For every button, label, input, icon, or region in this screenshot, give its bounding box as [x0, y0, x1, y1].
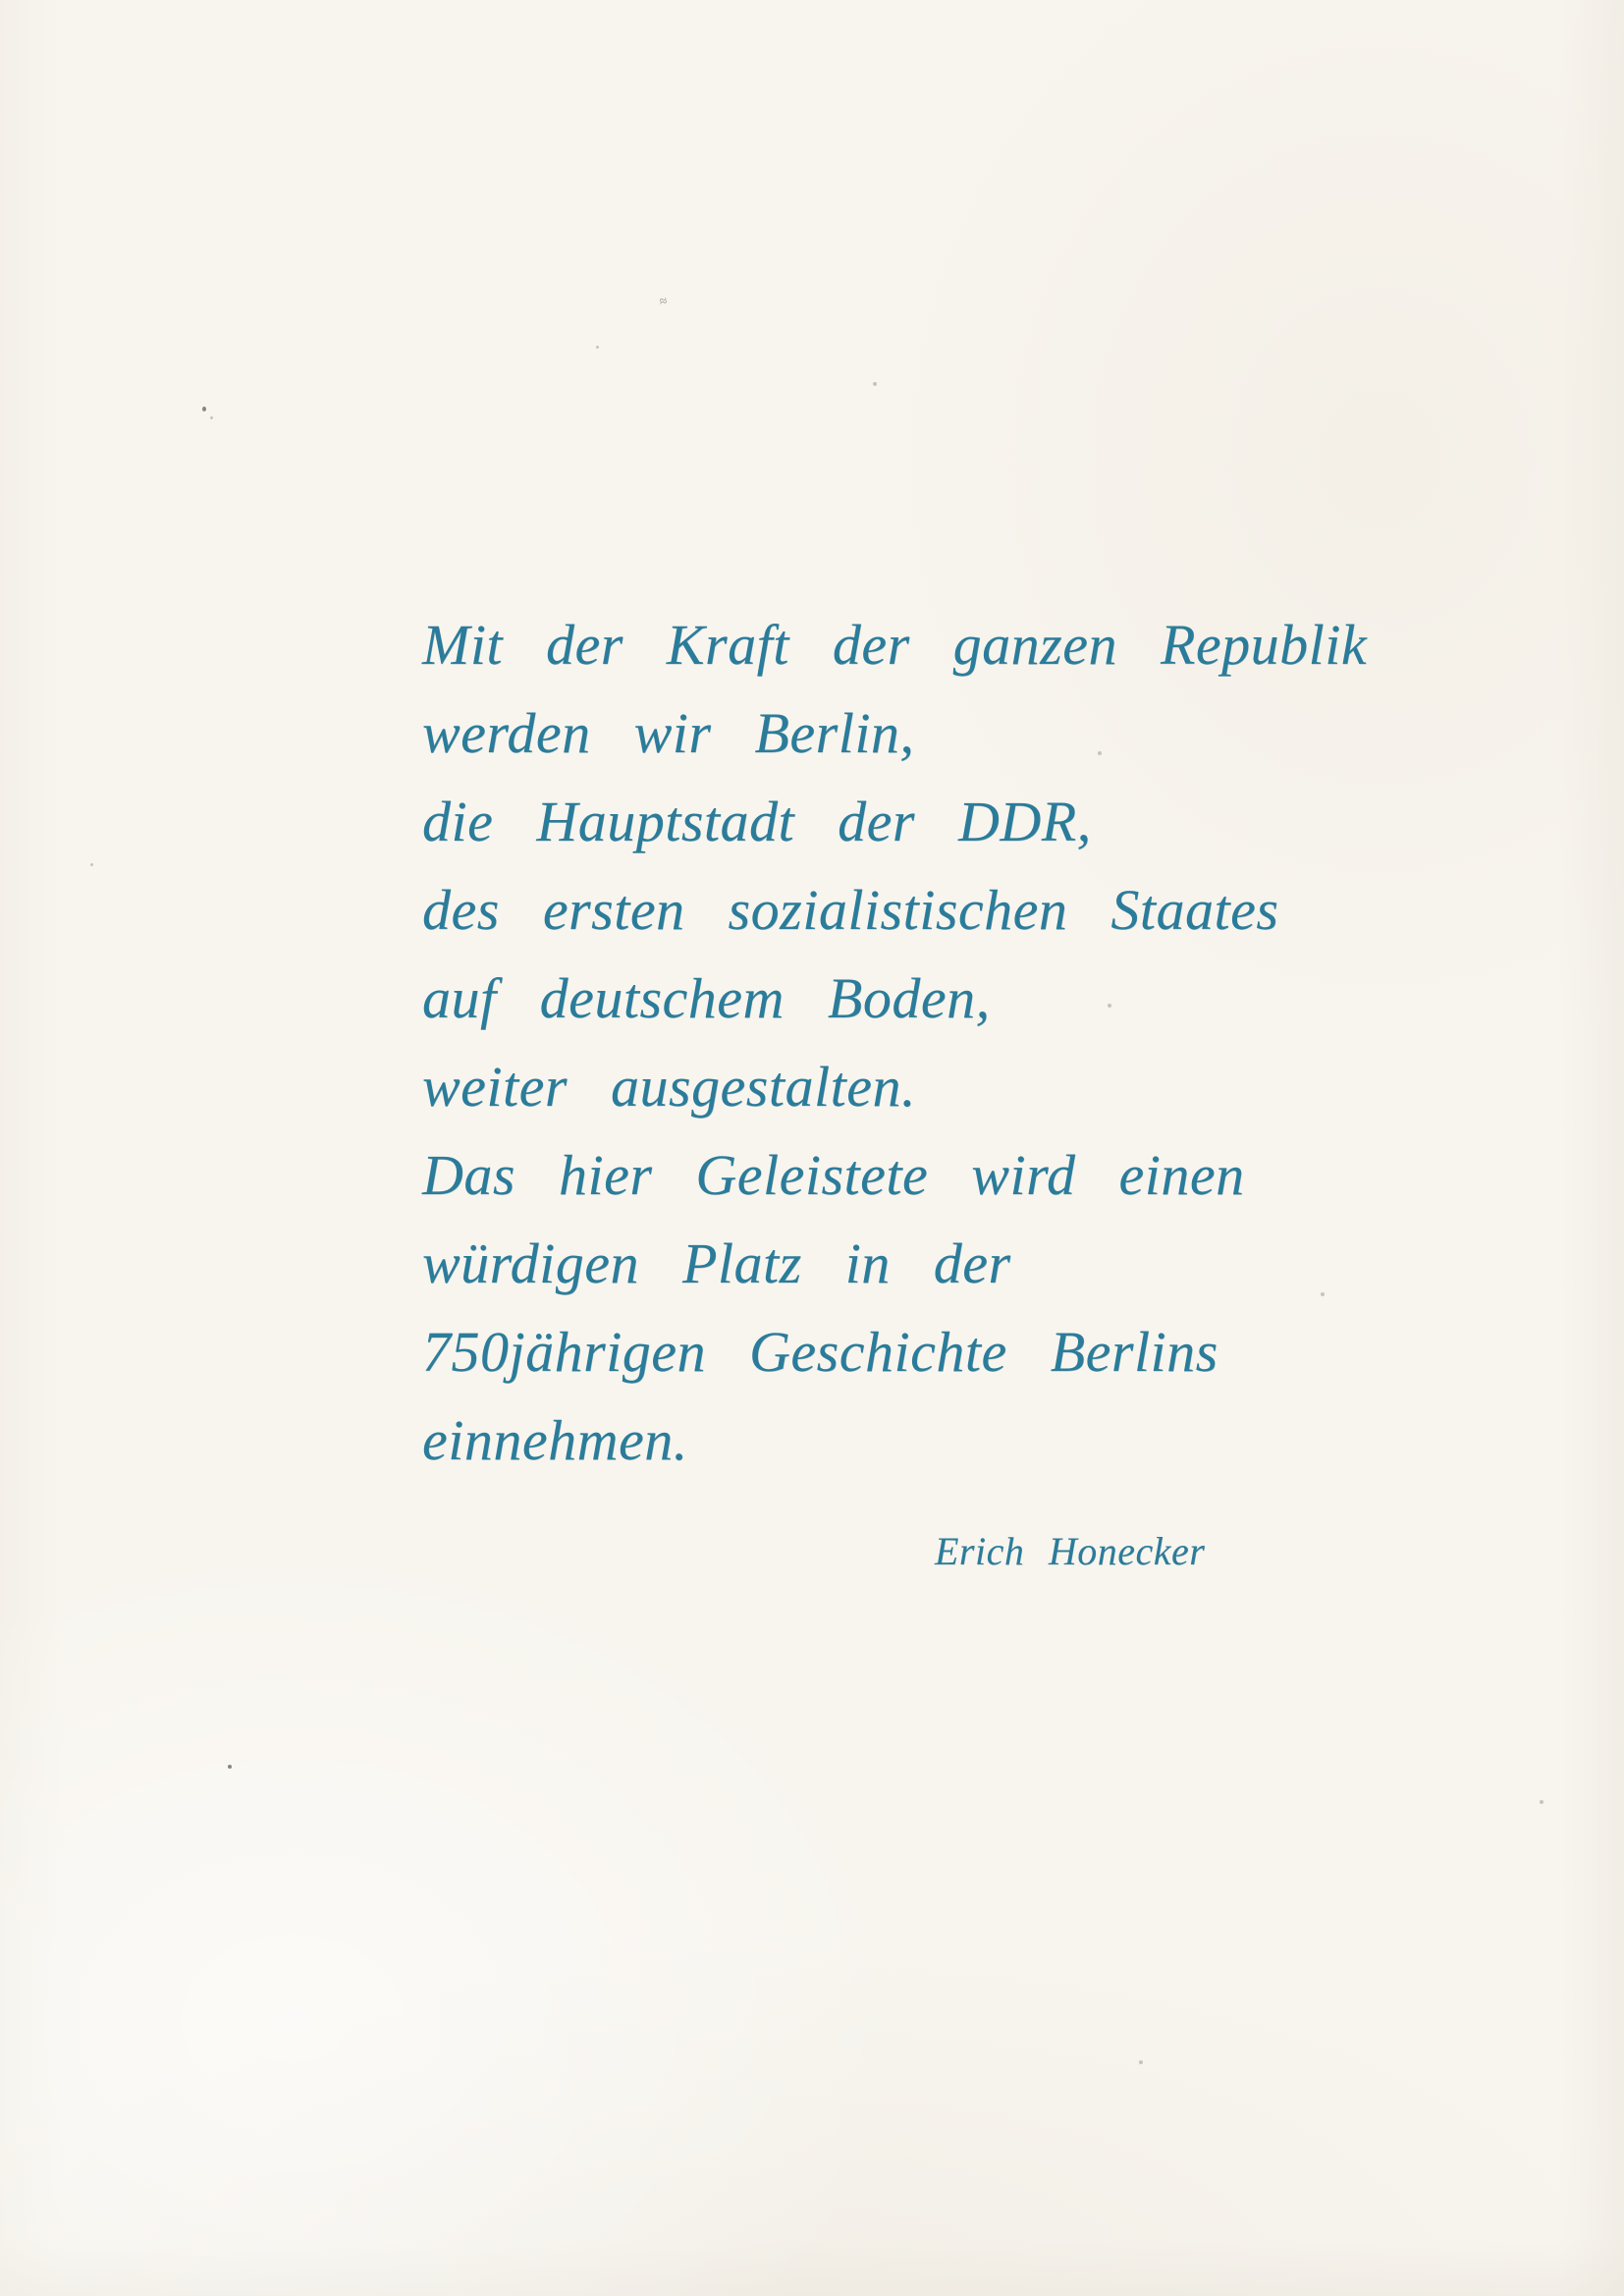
quote-line-10: einnehmen. — [422, 1408, 688, 1472]
dust-speck — [1108, 1004, 1111, 1008]
dust-speck — [596, 346, 599, 349]
dust-speck — [90, 863, 93, 866]
quote-line-8: würdigen Platz in der — [422, 1231, 1011, 1295]
dust-speck — [873, 382, 877, 386]
dust-speck — [1098, 751, 1102, 755]
dust-speck — [202, 407, 206, 411]
quote-line-4: des ersten sozialistischen Staates — [422, 878, 1279, 942]
quote-line-5: auf deutschem Boden, — [422, 966, 991, 1030]
quote-block — [422, 601, 1453, 1485]
quote-line-2: werden wir Berlin, — [422, 701, 915, 765]
scan-blemish: ≈ — [658, 294, 670, 310]
dust-speck — [1139, 2060, 1143, 2064]
quote-line-9: 750jährigen Geschichte Berlins — [422, 1320, 1218, 1384]
quote-line-1: Mit der Kraft der ganzen Republik — [422, 613, 1368, 677]
quote-attribution: Erich Honecker — [935, 1529, 1206, 1573]
quote-line-3: die Hauptstadt der DDR, — [422, 790, 1092, 853]
quote-line-6: weiter ausgestalten. — [422, 1055, 916, 1119]
dust-speck — [1540, 1800, 1543, 1804]
dust-speck — [210, 416, 213, 419]
dust-speck — [1321, 1292, 1325, 1296]
dust-speck — [228, 1765, 232, 1769]
quote-line-7: Das hier Geleistete wird einen — [422, 1143, 1245, 1207]
